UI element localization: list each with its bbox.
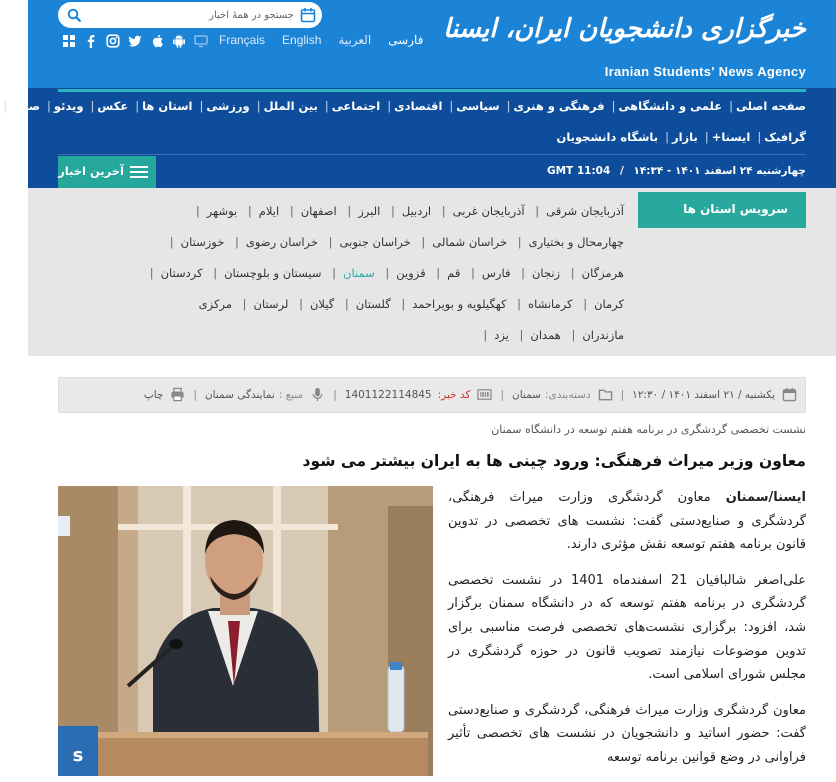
print-icon[interactable] — [170, 387, 185, 402]
provinces-row-1: آذربایجان شرقی| آذربایجان غربی| اردبیل| البرز| اصفهان| ایلام| بوشهر| — [195, 204, 624, 218]
provinces-row-4: کرمان| کرمانشاه| کهگیلویه و بویراحمد| گلستان| گیلان| لرستان| مرکزی — [198, 297, 624, 311]
news-code-value: 1401122114845 — [344, 388, 432, 401]
site-header — [28, 0, 836, 88]
province-link[interactable]: هرمزگان — [581, 266, 624, 280]
provinces-row-3: هرمزگان| زنجان| فارس| قم| قزوین| سمنان| سیستان و بلوچستان| کردستان| — [149, 266, 624, 280]
province-link[interactable]: آذربایجان شرقی — [546, 204, 624, 218]
menu-icon — [130, 165, 148, 179]
provinces-row-5: مازندران| همدان| یزد| — [483, 328, 624, 342]
province-link[interactable]: لرستان — [253, 297, 289, 311]
province-link[interactable]: مازندران — [582, 328, 624, 342]
nav-accent-line — [58, 89, 806, 92]
province-link[interactable]: کرمان — [594, 297, 624, 311]
province-link[interactable]: قزوین — [396, 266, 426, 280]
article-source-tag[interactable]: ایسنا/سمنان — [725, 490, 806, 505]
province-link[interactable]: خراسان رضوی — [245, 235, 319, 249]
source-value: نمایندگی سمنان — [204, 388, 275, 401]
article-title: معاون وزیر میراث فرهنگی: ورود چینی ها به ایران بیشتر می شود — [302, 452, 806, 470]
main-navigation — [3, 88, 836, 188]
province-link[interactable]: آذربایجان غربی — [452, 204, 525, 218]
site-logo-persian[interactable]: خبرگزاری دانشجویان ایران، ایسنا — [443, 14, 806, 44]
nav-item-economy[interactable]: اقتصادی — [394, 99, 443, 113]
latest-news-button[interactable] — [58, 156, 156, 188]
province-link[interactable]: کهگیلویه و بویراحمد — [412, 297, 507, 311]
search-icon[interactable] — [67, 8, 81, 22]
facebook-icon[interactable] — [84, 34, 98, 48]
language-english[interactable]: English — [282, 33, 322, 47]
province-link[interactable]: البرز — [358, 204, 381, 218]
android-icon[interactable] — [172, 34, 186, 48]
province-link[interactable]: خراسان شمالی — [432, 235, 508, 249]
provinces-tab[interactable] — [638, 192, 806, 228]
svg-text:s: s — [72, 745, 84, 766]
province-link[interactable]: خراسان جنوبی — [339, 235, 411, 249]
nav-item-politics[interactable]: سیاسی — [456, 99, 500, 113]
nav-item-social[interactable]: اجتماعی — [331, 99, 381, 113]
language-persian[interactable]: فارسی — [388, 33, 424, 47]
nav-item-science[interactable]: علمی و دانشگاهی — [618, 99, 723, 113]
calendar-icon[interactable] — [300, 7, 316, 23]
date-text: چهارشنبه ۲۴ اسفند ۱۴۰۱ - ۱۴:۳۴ — [633, 165, 806, 177]
nav-item-sports[interactable]: ورزشی — [206, 99, 250, 113]
article-body — [448, 486, 806, 782]
nav-item-culture[interactable]: فرهنگی و هنری — [513, 99, 605, 113]
news-code-label: کد خبر: — [437, 388, 471, 401]
current-date: چهارشنبه ۲۴ اسفند ۱۴۰۱ - ۱۴:۳۴ / GMT 11:04 — [546, 165, 806, 177]
language-french[interactable]: Français — [219, 33, 266, 47]
latest-news-label: آخرین اخبار — [58, 164, 124, 178]
nav-item-isna-plus[interactable]: ایسنا+ — [711, 130, 751, 144]
source-label: منبع : — [278, 388, 304, 401]
province-link[interactable]: کرمانشاه — [528, 297, 573, 311]
nav-item-photo[interactable]: عکس — [97, 99, 129, 113]
nav-item-market[interactable]: بازار — [671, 130, 698, 144]
apple-icon[interactable] — [150, 34, 164, 48]
nav-item-audio[interactable]: صوت — [10, 99, 40, 113]
calendar-icon — [782, 387, 797, 402]
site-logo-english[interactable]: Iranian Students' News Agency — [604, 64, 806, 79]
province-link[interactable]: اردبیل — [401, 204, 432, 218]
provinces-service — [28, 188, 836, 356]
search-input[interactable] — [88, 5, 294, 25]
instagram-icon[interactable] — [106, 34, 120, 48]
province-link[interactable]: اصفهان — [300, 204, 337, 218]
province-link[interactable]: گیلان — [309, 297, 335, 311]
category-label: دسته‌بندی: — [544, 388, 591, 401]
province-link[interactable]: بوشهر — [206, 204, 238, 218]
article-subtitle: نشست تخصصی گردشگری در برنامه هفتم توسعه در دانشگاه سمنان — [491, 423, 806, 436]
province-link[interactable]: خوزستان — [180, 235, 225, 249]
province-link[interactable]: یزد — [494, 328, 509, 342]
barcode-icon — [477, 387, 492, 402]
province-link[interactable]: چهارمحال و بختیاری — [528, 235, 624, 249]
search-box — [58, 2, 322, 28]
gmt-time: GMT 11:04 — [546, 165, 611, 177]
province-link[interactable]: همدان — [530, 328, 561, 342]
article-paragraph — [448, 486, 806, 557]
province-link[interactable]: کردستان — [160, 266, 203, 280]
province-link[interactable]: سیستان و بلوچستان — [224, 266, 322, 280]
province-link[interactable]: گلستان — [355, 297, 391, 311]
article-paragraph-text: معاون گردشگری وزارت میراث فرهنگی، گردشگری و صنایع‌دستی گفت: نشست های تخصصی در تدوین قانون برنامه هفتم توسعه نقش مؤثری دارند. — [448, 490, 806, 553]
nav-item-student-club[interactable]: باشگاه دانشجویان — [556, 130, 659, 144]
desktop-icon[interactable] — [194, 34, 208, 48]
microphone-icon — [310, 387, 325, 402]
social-icons — [62, 33, 208, 49]
province-link[interactable]: قم — [447, 266, 461, 280]
publish-date: یکشنبه / ۲۱ اسفند ۱۴۰۱ / ۱۲:۳۰ — [632, 388, 775, 401]
province-link[interactable]: زنجان — [531, 266, 561, 280]
language-switcher — [219, 33, 423, 47]
article-paragraph: علی‌اصغر شالبافیان 21 اسفندماه 1401 در نشست تخصصی گردشگری در برنامه هفتم توسعه که در دانشگاه سمنان برگزار شد، افزود: برگزاری نشست‌های تخصصی فرصت مناسبی برای تدوین موضوعات نیازمند تصویب قانون در حوزه گردشگری در مجلس شورای اسلامی است. — [448, 572, 807, 683]
nav-item-home[interactable]: صفحه اصلی — [735, 99, 806, 113]
category-value[interactable]: سمنان — [512, 388, 541, 401]
nav-item-video[interactable]: ویدئو — [53, 99, 84, 113]
province-link[interactable]: فارس — [481, 266, 511, 280]
province-link[interactable]: ایلام — [258, 204, 280, 218]
rss-icon[interactable] — [62, 34, 76, 48]
article-meta-bar: یکشنبه / ۲۱ اسفند ۱۴۰۱ / ۱۲:۳۰ | دسته‌بندی: سمنان | کد خبر: 1401122114845 | منبع : نمایندگی سمنان | چاپ — [58, 377, 806, 413]
folder-icon — [598, 387, 613, 402]
nav-item-international[interactable]: بین الملل — [263, 99, 318, 113]
nav-row-primary: صفحه اصلی| علمی و دانشگاهی| فرهنگی و هنری| سیاسی| اقتصادی| اجتماعی| بین الملل| ورزشی| استان ها| عکس| ویدئو| صوت| — [3, 99, 806, 113]
nav-row-secondary: گرافیک| ایسنا+| بازار| باشگاه دانشجویان — [556, 130, 806, 144]
nav-divider — [58, 154, 806, 155]
nav-item-provinces[interactable]: استان ها — [142, 99, 193, 113]
print-label[interactable]: چاپ — [143, 388, 164, 401]
provinces-title: سرویس استان ها — [683, 202, 788, 216]
language-arabic[interactable]: العربية — [338, 33, 372, 47]
twitter-icon[interactable] — [128, 34, 142, 48]
nav-item-graphics[interactable]: گرافیک — [764, 130, 806, 144]
province-link-active[interactable]: سمنان — [343, 266, 375, 280]
provinces-row-2: چهارمحال و بختیاری| خراسان شمالی| خراسان جنوبی| خراسان رضوی| خوزستان| — [169, 235, 624, 249]
province-link[interactable]: مرکزی — [198, 297, 232, 311]
article-paragraph: معاون گردشگری وزارت میراث فرهنگی، گردشگری و صنایع‌دستی گفت: حضور اساتید و دانشجویان در نشست های تخصصی تأثیر فراوانی در وضع قوانین برنامه توسعه — [448, 702, 806, 765]
article-photo — [58, 486, 433, 776]
